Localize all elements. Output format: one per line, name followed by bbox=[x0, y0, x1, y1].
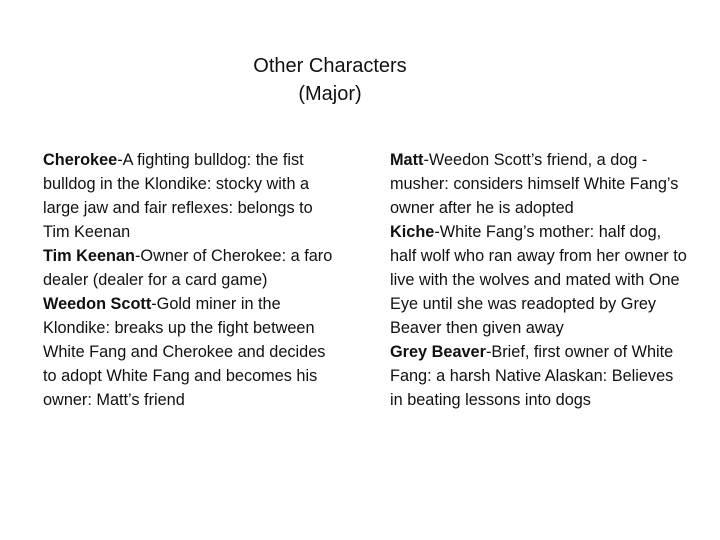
separator: - bbox=[151, 295, 157, 313]
separator: - bbox=[423, 151, 429, 169]
character-name: Matt bbox=[390, 151, 424, 169]
character-description: Owner of Cherokee: a faro dealer (dealer for a card game) bbox=[43, 247, 333, 289]
character-description: Gold miner in the Klondike: breaks up the fight between White Fang and Cherokee and decides to adopt White Fang and becomes his owner: Matt’s friend bbox=[43, 295, 326, 409]
character-entry-tim-keenan bbox=[43, 244, 343, 292]
character-description: A fighting bulldog: the fist bulldog in the Klondike: stocky with a large jaw and fair reflexes: belongs to Tim Keenan bbox=[43, 151, 313, 241]
character-name: Kiche bbox=[390, 223, 435, 241]
character-name: Weedon Scott bbox=[43, 295, 152, 313]
separator: - bbox=[117, 151, 123, 169]
separator: - bbox=[434, 223, 440, 241]
separator: - bbox=[135, 247, 141, 265]
character-description: White Fang’s mother: half dog, half wolf who ran away from her owner to live with the wolves and mated with One Eye until she was readopted by Grey Beaver then given away bbox=[390, 223, 687, 337]
title-line-1: Other Characters bbox=[253, 55, 407, 77]
title-line-2: (Major) bbox=[298, 83, 362, 105]
separator: - bbox=[485, 343, 492, 361]
character-entry-kiche bbox=[390, 220, 690, 340]
character-entry-weedon-scott bbox=[43, 292, 343, 412]
character-description: Weedon Scott’s friend, a dog -musher: considers himself White Fang’s owner after he is adopted bbox=[390, 151, 679, 217]
character-description: Brief, first owner of White Fang: a harsh Native Alaskan: Believes in beating lessons into dogs bbox=[390, 343, 674, 409]
left-column bbox=[43, 148, 343, 412]
character-name: Grey Beaver bbox=[390, 343, 486, 361]
right-column bbox=[390, 148, 690, 412]
character-entry-grey-beaver bbox=[390, 340, 690, 412]
character-entry-cherokee bbox=[43, 148, 343, 244]
character-name: Tim Keenan bbox=[43, 247, 135, 265]
character-name: Cherokee bbox=[43, 151, 118, 169]
character-entry-matt bbox=[390, 148, 690, 220]
slide-title bbox=[0, 52, 660, 108]
